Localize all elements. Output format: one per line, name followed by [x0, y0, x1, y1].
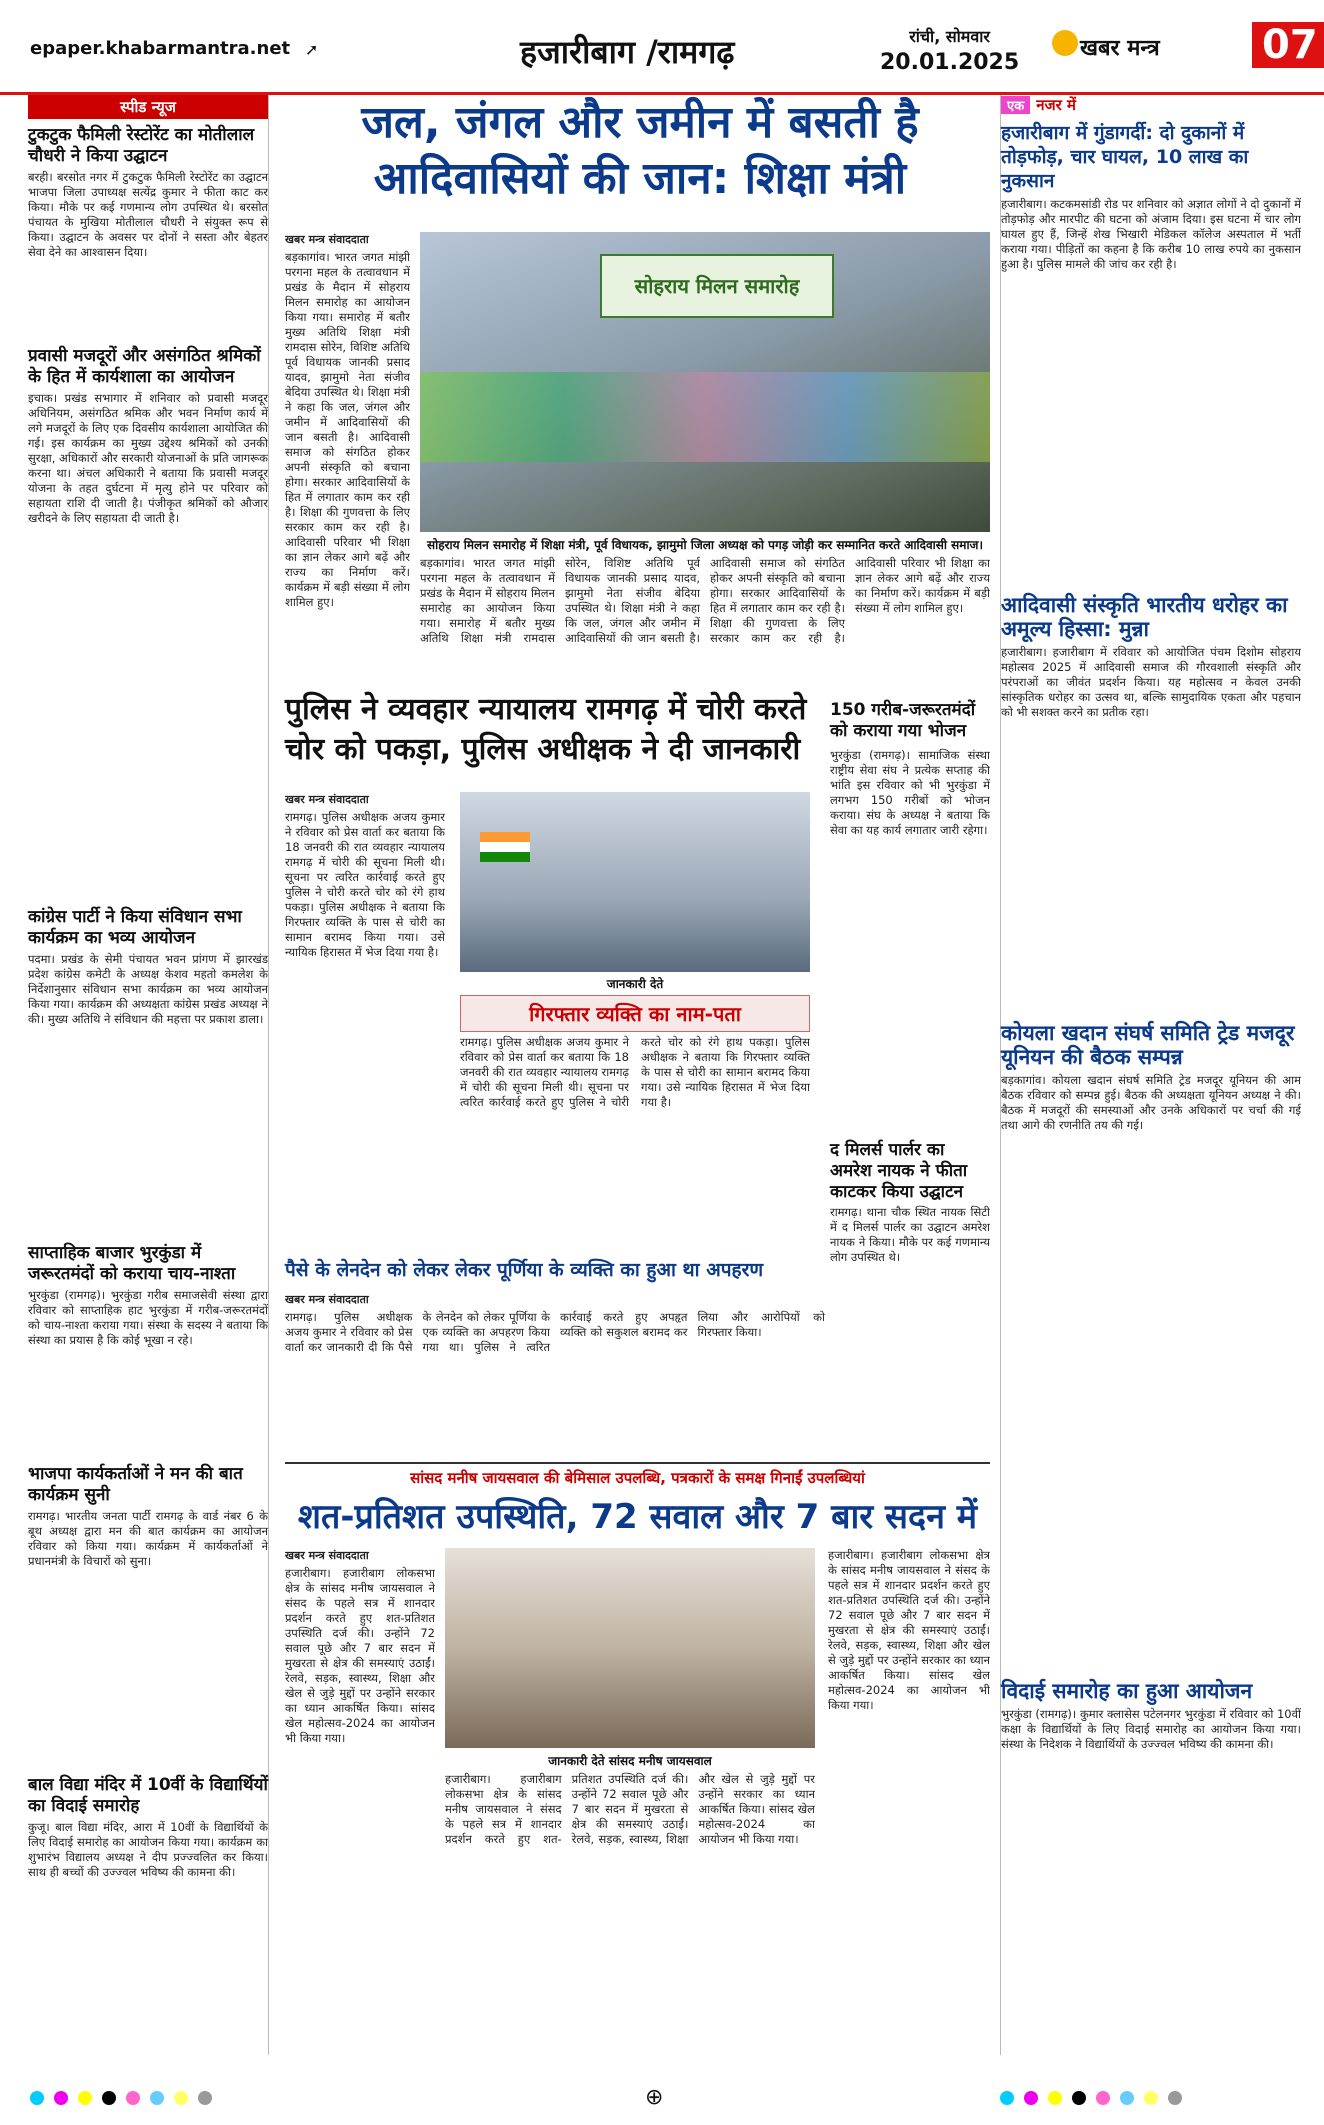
lead-headline-line2: आदिवासियों की जान: शिक्षा मंत्री	[373, 153, 907, 204]
headline: विदाई समारोह का हुआ आयोजन	[1001, 1679, 1253, 1703]
mp-body-col3: हजारीबाग। हजारीबाग लोकसभा क्षेत्र के सांसद मनीष जायसवाल ने संसद के पहले सत्र में शानदार प्रदर्शन करते हुए शत-प्रतिशत उपस्थिति दर्ज की। उन्होंने 72 सवाल पूछे और 7 बार सदन में मुखरता से क्षेत्र की समस्याएं उठाईं। रेलवे, सड़क, स्वास्थ्य, शिक्षा और खेल से जुड़े मुद्दों पर उन्होंने सरकार का ध्यान आकर्षित किया। सांसद खेल महोत्सव-2024 का आयोजन भी किया गया।	[828, 1548, 990, 1712]
theft-body: रामगढ़। पुलिस अधीक्षक अजय कुमार ने रविवार को प्रेस वार्ता कर बताया कि 18 जनवरी की रात व्यवहार न्यायालय रामगढ़ में चोरी की सूचना मिली थी। सूचना पर त्वरित कार्रवाई करते हुए पुलिस ने चोरी करते चोर को रंगे हाथ पकड़ा। पुलिस अधीक्षक ने बताया कि गिरफ्तार व्यक्ति के पास से चोरी का सामान बरामद किया गया। उसे न्यायिक हिरासत में भेज दिया गया है।	[285, 810, 445, 959]
page-number: 07	[1252, 22, 1324, 68]
article-body: रामगढ़। थाना चौक स्थित नायक सिटी में द मिलर्स पार्लर का उद्घाटन अमरेश नायक ने किया। मौके पर कई गणमान्य लोग उपस्थित थे।	[830, 1205, 990, 1264]
right-column	[1000, 95, 1301, 2055]
cursor-icon: ➚	[305, 40, 319, 59]
registration-marks-right	[1000, 2090, 1192, 2109]
headline: भाजपा कार्यकर्ताओं ने मन की बात कार्यक्रम सुनी	[28, 1464, 243, 1505]
kicker-b: नजर में	[1036, 96, 1076, 114]
byline: खबर मन्त्र संवाददाता	[285, 1293, 369, 1306]
article-body: पदमा। प्रखंड के सेमी पंचायत भवन प्रांगण में झारखंड प्रदेश कांग्रेस कमेटी के अध्यक्ष केशव महतो कमलेश के निर्देशानुसार संविधान सभा कार्यक्रम का भव्य आयोजन किया गया। कार्यक्रम की अध्यक्षता कांग्रेस प्रखंड अध्यक्ष ने की। मुख्य अतिथि ने संविधान की महत्ता पर प्रकाश डाला।	[28, 952, 268, 1026]
headline: साप्ताहिक बाजार भुरकुंडा में जरूरतमंदों को कराया चाय-नाश्ता	[28, 1243, 236, 1284]
article-body: इचाक। प्रखंड सभागार में शनिवार को प्रवासी मजदूर अधिनियम, असंगठित श्रमिक और भवन निर्माण कार्य में लगे मजदूरों के लिए एक दिवसीय कार्यशाला आयोजित की गई। इस कार्यक्रम का मुख्य उद्देश्य श्रमिकों को उनकी सुरक्षा, अधिकारों और सरकारी योजनाओं के प्रति जागरूक करना था। अंचल अधिकारी ने बताया कि प्रवासी मजदूर योजना के तहत दुर्घटना में मृत्यु होने पर परिवार को सहायता राशि दी जाती है। पंजीकृत श्रमिकों को औजार खरीदने के लिए सहायता दी जाती है।	[28, 391, 268, 525]
date: 20.01.2025	[880, 50, 1020, 75]
lead-headline	[290, 95, 990, 207]
article-body: भुरकुंडा (रामगढ़)। कुमार क्लासेस पटेलनगर भुरकुंडा में रविवार को 10वीं कक्षा के विद्यार्थियों के लिए विदाई समारोह का आयोजन किया गया। संस्था के निदेशक ने विद्यार्थियों के उज्ज्वल भविष्य की कामना की।	[1001, 1707, 1301, 1751]
registration-marks-left	[30, 2090, 222, 2109]
byline: खबर मन्त्र संवाददाता	[285, 1549, 369, 1562]
mp-photo	[445, 1548, 815, 1748]
lead-photo	[420, 232, 990, 532]
brand-logo-icon	[1052, 30, 1078, 56]
theft-photo	[460, 792, 810, 972]
mp-kicker: सांसद मनीष जायसवाल की बेमिसाल उपलब्धि, पत्रकारों के समक्ष गिनाईं उपलब्धियां	[410, 1469, 865, 1487]
theft-headline	[285, 690, 815, 770]
left-column	[28, 95, 269, 2055]
headline: 150 गरीब-जरूरतमंदों को कराया गया भोजन	[830, 700, 976, 741]
byline: खबर मन्त्र संवाददाता	[285, 233, 369, 246]
kicker-a: एक	[1001, 96, 1030, 114]
headline: कांग्रेस पार्टी ने किया संविधान सभा कार्यक्रम का भव्य आयोजन	[28, 907, 242, 948]
headline: प्रवासी मजदूरों और असंगठित श्रमिकों के हित में कार्यशाला का आयोजन	[28, 346, 261, 387]
theft-headline-line1: पुलिस ने व्यवहार न्यायालय रामगढ़ में चोरी करते	[285, 692, 807, 727]
speed-news-kicker: स्पीड न्यूज	[28, 95, 268, 119]
headline: टुकटुक फैमिली रेस्टोरेंट का मोतीलाल चौधरी ने किया उद्घाटन	[28, 125, 255, 166]
article-body: बड़कागांव। कोयला खदान संघर्ष समिति ट्रेड मजदूर यूनियन की आम बैठक रविवार को सम्पन्न हुई। बैठक की अध्यक्षता यूनियन अध्यक्ष ने की। बैठक में मजदूरों की समस्याओं और उनके अधिकारों पर चर्चा की गई तथा आगे की रणनीति तय की गई।	[1001, 1073, 1301, 1132]
arrested-box-title: गिरफ्तार व्यक्ति का नाम-पता	[460, 995, 810, 1032]
kidnap-headline: पैसे के लेनदेन को लेकर लेकर पूर्णिया के व्यक्ति का हुआ था अपहरण	[285, 1259, 764, 1281]
site-url[interactable]: epaper.khabarmantra.net	[30, 38, 291, 59]
theft-headline-line2: चोर को पकड़ा, पुलिस अधीक्षक ने दी जानकारी	[285, 732, 801, 767]
article-body: रामगढ़। भारतीय जनता पार्टी रामगढ़ के वार्ड नंबर 6 के बूथ अध्यक्ष द्वारा मन की बात कार्यक्रम का आयोजन रविवार को किया गया। कार्यक्रम में कार्यकर्ताओं ने प्रधानमंत्री के विचारों को सुना।	[28, 1509, 268, 1568]
brand-name: खबर मन्त्र	[1080, 36, 1160, 61]
article-body: बरही। बरसोत नगर में टुकटुक फैमिली रेस्टोरेंट का उद्घाटन भाजपा जिला उपाध्यक्ष सत्येंद्र कुमार ने फीता काट कर किया। मौके पर कई गणमान्य लोग उपस्थित थे। बरसोत पंचायत के मुखिया मोतीलाल चौधरी ने संयुक्त रूप से किया। उद्घाटन के अवसर पर दोनों ने सस्ता और बेहतर सेवा देने का आश्वासन दिया।	[28, 170, 268, 259]
mp-body: हजारीबाग। हजारीबाग लोकसभा क्षेत्र के सांसद मनीष जायसवाल ने संसद के पहले सत्र में शानदार प्रदर्शन करते हुए शत-प्रतिशत उपस्थिति दर्ज की। उन्होंने 72 सवाल पूछे और 7 बार सदन में मुखरता से क्षेत्र की समस्याएं उठाईं। रेलवे, सड़क, स्वास्थ्य, शिक्षा और खेल से जुड़े मुद्दों पर उन्होंने सरकार का ध्यान आकर्षित किया। सांसद खेल महोत्सव-2024 का आयोजन भी किया गया।	[445, 1772, 815, 1846]
photo-banner: सोहराय मिलन समारोह	[600, 254, 834, 318]
headline: द मिलर्स पार्लर का अमरेश नायक ने फीता काटकर किया उद्घाटन	[830, 1140, 968, 1202]
headline: बाल विद्या मंदिर में 10वीं के विद्यार्थियों का विदाई समारोह	[28, 1775, 268, 1816]
section-title: हजारीबाग /रामगढ़	[520, 33, 735, 71]
dateline	[880, 24, 1019, 76]
headline: हजारीबाग में गुंडागर्दी: दो दुकानों में तोड़फोड़, चार घायल, 10 लाख का नुकसान	[1001, 122, 1249, 192]
crosshair-icon: ⊕	[645, 2085, 664, 2110]
mp-photo-caption: जानकारी देते सांसद मनीष जायसवाल	[548, 1754, 712, 1768]
mp-body-col1: हजारीबाग। हजारीबाग लोकसभा क्षेत्र के सांसद मनीष जायसवाल ने संसद के पहले सत्र में शानदार प्रदर्शन करते हुए शत-प्रतिशत उपस्थिति दर्ज की। उन्होंने 72 सवाल पूछे और 7 बार सदन में मुखरता से क्षेत्र की समस्याएं उठाईं। रेलवे, सड़क, स्वास्थ्य, शिक्षा और खेल से जुड़े मुद्दों पर उन्होंने सरकार का ध्यान आकर्षित किया। सांसद खेल महोत्सव-2024 का आयोजन भी किया गया।	[285, 1566, 435, 1745]
lead-body-col1: बड़कागांव। भारत जगत मांझी परगना महल के तत्वावधान में प्रखंड के मैदान में सोहराय मिलन समारोह का आयोजन किया गया। समारोह में बतौर मुख्य अतिथि शिक्षा मंत्री रामदास सोरेन, विशिष्ट अतिथि पूर्व विधायक जानकी प्रसाद यादव, झामुमो नेता संजीव बेदिया उपस्थित थे। शिक्षा मंत्री ने कहा कि जल, जंगल और जमीन में आदिवासियों की जान बसती है। आदिवासी समाज को संगठित होकर अपनी संस्कृति को बचाना होगा। सरकार आदिवासियों के हित में लगातार काम कर रही है। शिक्षा की गुणवत्ता के लिए सरकार काम कर रही है। आदिवासी परिवार भी शिक्षा का ज्ञान लेकर आगे बढ़ें और राज्य का निर्माण करें। कार्यक्रम में बड़ी संख्या में लोग शामिल हुए।	[285, 250, 410, 609]
article-body: हजारीबाग। हजारीबाग में रविवार को आयोजित पंचम दिशोम सोहराय महोत्सव 2025 में आदिवासी समाज की गौरवशाली संस्कृति और परंपराओं का जीवंत प्रदर्शन किया। यह महोत्सव न केवल उनकी सांस्कृतिक धरोहर का उत्सव था, बल्कि सामुदायिक एकता और पहचान को भी सशक्त करने का प्रतीक रहा।	[1001, 645, 1301, 719]
article-body: भुरकुंडा (रामगढ़)। सामाजिक संस्था राष्ट्रीय सेवा संघ ने प्रत्येक सप्ताह की भांति इस रविवार को भी भुरकुंडा में लगभग 150 गरीबों को भोजन कराया। संघ के अध्यक्ष ने बताया कि सेवा का यह कार्य लगातार जारी रहेगा।	[830, 748, 990, 837]
byline: खबर मन्त्र संवाददाता	[285, 793, 369, 806]
kidnap-body: रामगढ़। पुलिस अधीक्षक अजय कुमार ने रविवार को प्रेस वार्ता कर जानकारी दी कि पैसे के लेनदेन को लेकर पूर्णिया के एक व्यक्ति का अपहरण किया गया था। पुलिस ने त्वरित कार्रवाई करते हुए अपहृत व्यक्ति को सकुशल बरामद कर लिया और आरोपियों को गिरफ्तार किया।	[285, 1310, 825, 1354]
article-body: हजारीबाग। कटकमसांडी रोड पर शनिवार को अज्ञात लोगों ने दो दुकानों में तोड़फोड़ और मारपीट की घटना को अंजाम दिया। इस घटना में चार लोग घायल हुए हैं, जिन्हें शेख भिखारी मेडिकल कॉलेज अस्पताल में भर्ती कराया गया। पीड़ितों का कहना है कि करीब 10 लाख रुपये का नुकसान हुआ है। पुलिस मामले की जांच कर रही है।	[1001, 197, 1301, 271]
lead-photo-caption: सोहराय मिलन समारोह में शिक्षा मंत्री, पूर्व विधायक, झामुमो जिला अध्यक्ष को पगड़ जोड़ी कर सम्मानित करते आदिवासी समाज।	[426, 538, 984, 552]
mp-headline: शत-प्रतिशत उपस्थिति, 72 सवाल और 7 बार सदन में	[297, 1497, 978, 1537]
article-body: भुरकुंडा (रामगढ़)। भुरकुंडा गरीब समाजसेवी संस्था द्वारा रविवार को साप्ताहिक हाट भुरकुंडा में गरीब-जरूरतमंदों को चाय-नाश्ता कराया गया। संस्था के सदस्य ने बताया कि संस्था का प्रयास है कि कोई भूखा न रहे।	[28, 1288, 268, 1347]
place-day: रांची, सोमवार	[909, 27, 990, 46]
theft-body-2: रामगढ़। पुलिस अधीक्षक अजय कुमार ने रविवार को प्रेस वार्ता कर बताया कि 18 जनवरी की रात व्यवहार न्यायालय रामगढ़ में चोरी की सूचना मिली थी। सूचना पर त्वरित कार्रवाई करते हुए पुलिस ने चोरी करते चोर को रंगे हाथ पकड़ा। पुलिस अधीक्षक ने बताया कि गिरफ्तार व्यक्ति के पास से चोरी का सामान बरामद किया गया। उसे न्यायिक हिरासत में भेज दिया गया है।	[460, 1035, 810, 1109]
lead-body: बड़कागांव। भारत जगत मांझी परगना महल के तत्वावधान में प्रखंड के मैदान में सोहराय मिलन समारोह का आयोजन किया गया। समारोह में बतौर मुख्य अतिथि शिक्षा मंत्री रामदास सोरेन, विशिष्ट अतिथि पूर्व विधायक जानकी प्रसाद यादव, झामुमो नेता संजीव बेदिया उपस्थित थे। शिक्षा मंत्री ने कहा कि जल, जंगल और जमीन में आदिवासियों की जान बसती है। आदिवासी समाज को संगठित होकर अपनी संस्कृति को बचाना होगा। सरकार आदिवासियों के हित में लगातार काम कर रही है। शिक्षा की गुणवत्ता के लिए सरकार काम कर रही है। आदिवासी परिवार भी शिक्षा का ज्ञान लेकर आगे बढ़ें और राज्य का निर्माण करें। कार्यक्रम में बड़ी संख्या में लोग शामिल हुए।	[420, 556, 990, 645]
theft-photo-caption: जानकारी देते	[606, 977, 664, 991]
article-body: कुजू। बाल विद्या मंदिर, आरा में 10वीं के विद्यार्थियों के लिए विदाई समारोह का आयोजन किया गया। कार्यक्रम का शुभारंभ विद्यालय अध्यक्ष ने दीप प्रज्ज्वलित कर किया। साथ ही बच्चों की उज्ज्वल भविष्य की कामना की।	[28, 1820, 268, 1879]
headline: कोयला खदान संघर्ष समिति ट्रेड मजदूर यूनियन की बैठक सम्पन्न	[1001, 1021, 1295, 1069]
headline: आदिवासी संस्कृति भारतीय धरोहर का अमूल्य हिस्सा: मुन्ना	[1001, 593, 1288, 641]
lead-headline-line1: जल, जंगल और जमीन में बसती है	[361, 97, 919, 148]
